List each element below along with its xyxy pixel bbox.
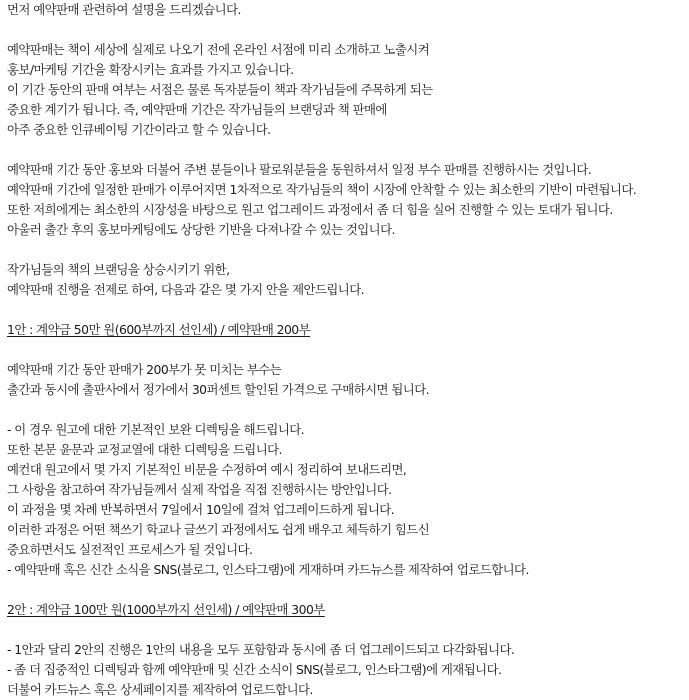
option1-detail-line: 또한 본문 윤문과 교정교열에 대한 디렉팅을 드립니다. [7, 442, 282, 457]
paragraph2-line: 예약판매 기간 동안 홍보와 더불어 주변 분들이나 팔로워분들을 동원하셔서 일정 부수 판매를 진행하시는 것입니다. [7, 162, 592, 177]
paragraph2-line: 또한 저희에게는 최소한의 시장성을 바탕으로 원고 업그레이드 과정에서 좀 더 힘을 실어 진행할 수 있는 토대가 됩니다. [7, 202, 613, 217]
paragraph1-line: 중요한 계기가 됩니다. 즉, 예약판매 기간은 작가님들의 브랜딩과 책 판매에 [7, 102, 387, 117]
paragraph1-line: 이 기간 동안의 판매 여부는 서점은 물론 독자분들이 책과 작가님들에 주목하게 되는 [7, 82, 433, 97]
option2-detail-line: 더불어 카드뉴스 혹은 상세페이지를 제작하여 업로드합니다. [7, 682, 313, 697]
option2-detail-line: - 좀 더 집중적인 디렉팅과 함께 예약판매 및 신간 소식이 SNS(블로그, 인스타그램)에 게재됩니다. [7, 662, 502, 677]
option1-detail-line: - 이 경우 원고에 대한 기본적인 보완 디렉팅을 해드립니다. [7, 422, 305, 437]
paragraph3-line: 작가님들의 책의 브랜딩을 상승시키기 위한, [7, 262, 230, 277]
intro-line: 먼저 예약판매 관련하여 설명을 드리겠습니다. [7, 2, 241, 17]
paragraph1-line: 아주 중요한 인큐베이팅 기간이라고 할 수 있습니다. [7, 122, 271, 137]
option1-heading: 1안 : 계약금 50만 원(600부까지 선인세) / 예약판매 200부 [7, 322, 311, 337]
option2-heading: 2안 : 계약금 100만 원(1000부까지 선인세) / 예약판매 300부 [7, 602, 325, 617]
paragraph3-line: 예약판매 진행을 전제로 하여, 다음과 같은 몇 가지 안을 제안드립니다. [7, 282, 365, 297]
option1-detail-line: - 예약판매 혹은 신간 소식을 SNS(블로그, 인스타그램)에 게재하며 카드뉴스를 제작하여 업로드합니다. [7, 562, 529, 577]
option1-note-line: 출간과 동시에 출판사에서 정가에서 30퍼센트 할인된 가격으로 구매하시면 됩니다. [7, 382, 430, 397]
paragraph1-line: 홍보/마케팅 기간을 확장시키는 효과를 가지고 있습니다. [7, 62, 294, 77]
option2-detail-line: - 1안과 달리 2안의 진행은 1안의 내용을 모두 포함함과 동시에 좀 더 업그레이드되고 다각화됩니다. [7, 642, 515, 657]
paragraph2-line: 예약판매 기간에 일정한 판매가 이루어지면 1차적으로 작가님들의 책이 시장에 안착할 수 있는 최소한의 기반이 마련됩니다. [7, 182, 637, 197]
option1-detail-line: 중요하면서도 실전적인 프로세스가 될 것입니다. [7, 542, 253, 557]
option1-detail-line: 그 사항을 참고하여 작가님들께서 실제 작업을 직접 진행하시는 방안입니다. [7, 482, 392, 497]
option1-detail-line: 예컨대 원고에서 몇 가지 기본적인 비문을 수정하여 예시 정리하여 보내드리면, [7, 462, 407, 477]
paragraph1-line: 예약판매는 책이 세상에 실제로 나오기 전에 온라인 서점에 미리 소개하고 노출시켜 [7, 42, 430, 57]
paragraph2-line: 아울러 출간 후의 홍보마케팅에도 상당한 기반을 다져나갈 수 있는 것입니다. [7, 222, 395, 237]
option1-note-line: 예약판매 기간 동안 판매가 200부가 못 미치는 부수는 [7, 362, 282, 377]
option1-detail-line: 이 과정을 몇 차례 반복하면서 7일에서 10일에 걸쳐 업그레이드하게 됩니다. [7, 502, 395, 517]
option1-detail-line: 이러한 과정은 어떤 책쓰기 학교나 글쓰기 과정에서도 쉽게 배우고 체득하기 힘드신 [7, 522, 430, 537]
